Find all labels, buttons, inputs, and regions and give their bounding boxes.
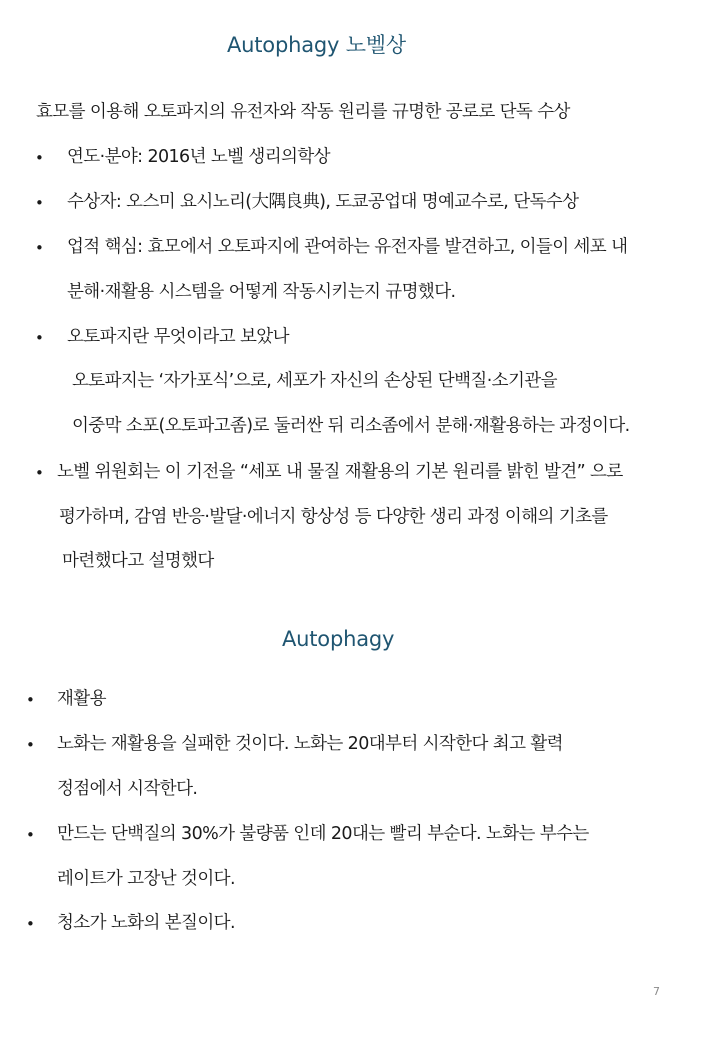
section1-line-definition-1: 오토파지는 ‘자가포식’으로, 세포가 자신의 손상된 단백질·소기관을	[72, 371, 557, 391]
bullet-icon: •	[26, 826, 35, 844]
section1-line-achievement: 업적 핵심: 효모에서 오토파지에 관여하는 유전자를 발견하고, 이들이 세포 내	[67, 237, 628, 257]
section1-line-laureate: 수상자: 오스미 요시노리(大隅良典), 도쿄공업대 명예교수로, 단독수상	[67, 192, 579, 212]
bullet-icon: •	[35, 464, 44, 482]
section1-line-committee-1: 노벨 위원회는 이 기전을 “세포 내 물질 재활용의 기본 원리를 밝힌 발견” 으로	[57, 462, 623, 482]
section1-line-definition-2: 이중막 소포(오토파고좀)로 둘러싼 뒤 리소좀에서 분해·재활용하는 과정이다.	[72, 416, 630, 436]
section1-title: Autophagy 노벨상	[227, 33, 406, 57]
section1-intro: 효모를 이용해 오토파지의 유전자와 작동 원리를 규명한 공로로 단독 수상	[36, 102, 570, 122]
section1-line-definition-heading: 오토파지란 무엇이라고 보았나	[67, 327, 289, 347]
section2-title: Autophagy	[282, 627, 395, 651]
section2-line-aging-2: 정점에서 시작한다.	[57, 779, 198, 799]
page-number: 7	[653, 985, 660, 998]
section2-line-protein-1: 만드는 단백질의 30%가 불량품 인데 20대는 빨리 부순다. 노화는 부수는	[57, 824, 589, 844]
section2-line-recycling: 재활용	[57, 689, 106, 709]
bullet-icon: •	[26, 736, 35, 754]
section1-line-committee-2: 평가하며, 감염 반응·발달·에너지 항상성 등 다양한 생리 과정 이해의 기초를	[59, 507, 608, 527]
bullet-icon: •	[35, 149, 44, 167]
bullet-icon: •	[35, 239, 44, 257]
bullet-icon: •	[35, 194, 44, 212]
section1-line-committee-3: 마련했다고 설명했다	[62, 551, 214, 571]
bullet-icon: •	[35, 329, 44, 347]
section2-line-aging-1: 노화는 재활용을 실패한 것이다. 노화는 20대부터 시작한다 최고 활력	[57, 734, 563, 754]
bullet-icon: •	[26, 691, 35, 709]
section1-line-achievement-cont: 분해·재활용 시스템을 어떻게 작동시키는지 규명했다.	[67, 282, 456, 302]
section2-line-cleaning: 청소가 노화의 본질이다.	[57, 913, 235, 933]
section2-line-protein-2: 레이트가 고장난 것이다.	[57, 869, 235, 889]
bullet-icon: •	[26, 915, 35, 933]
section1-line-year: 연도·분야: 2016년 노벨 생리의학상	[67, 147, 330, 167]
